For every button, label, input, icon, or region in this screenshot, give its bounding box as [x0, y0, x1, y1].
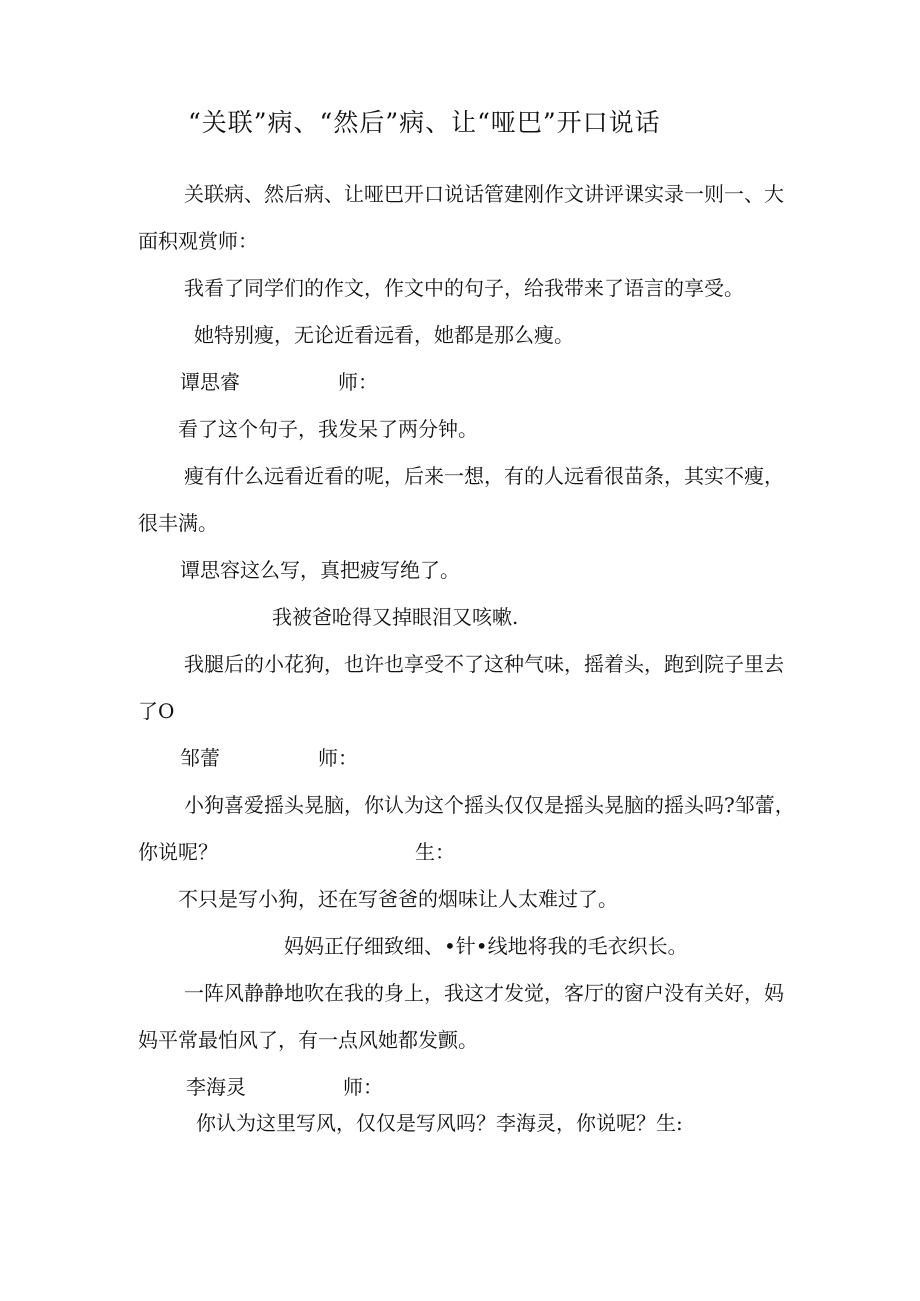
paragraph-line-3: 我看了同学们的作文，作文中的句子，给我带来了语言的享受。	[184, 276, 744, 300]
paragraph-line-15: 你说呢？	[138, 840, 218, 864]
paragraph-line-12: 了O	[138, 699, 175, 723]
paragraph-line-16: 不只是写小狗，还在写爸爸的烟味让人太难过了。	[178, 887, 618, 911]
teacher-label: 师：	[343, 1075, 383, 1099]
paragraph-line-1: 关联病、然后病、让哑巴开口说话管建刚作文讲评课实录一则一、大	[184, 182, 784, 206]
student-name-li-hailing: 李海灵	[186, 1075, 246, 1099]
paragraph-line-7: 瘦有什么远看近看的呢，后来一想，有的人远看很苗条，其实不瘦，	[184, 464, 784, 488]
teacher-label: 师：	[318, 746, 358, 770]
paragraph-line-9: 谭思容这么写，真把疲写绝了。	[180, 558, 460, 582]
teacher-label: 师：	[338, 370, 378, 394]
paragraph-line-19: 妈平常最怕风了，有一点风她都发颤。	[138, 1028, 478, 1052]
paragraph-line-11: 我腿后的小花狗，也许也享受不了这种气味，摇着头，跑到院子里去	[184, 652, 784, 676]
student-name-zou-lei: 邹蕾	[180, 746, 220, 770]
paragraph-line-21: 你认为这里写风，仅仅是写风吗？李海灵，你说呢？生:	[196, 1111, 683, 1135]
paragraph-line-17: 妈妈正仔细致细、•针•线地将我的毛衣织长。	[284, 934, 688, 958]
paragraph-line-14: 小狗喜爱摇头晃脑，你认为这个摇头仅仅是摇头晃脑的摇头吗?邹蕾，	[184, 793, 795, 817]
student-label: 生：	[415, 840, 455, 864]
paragraph-line-8: 很丰满。	[138, 511, 218, 535]
paragraph-line-10: 我被爸呛得又掉眼泪又咳嗽.	[272, 605, 519, 629]
paragraph-line-18: 一阵风静静地吹在我的身上，我这才发觉，客厅的窗户没有关好，妈	[184, 981, 784, 1005]
paragraph-line-6: 看了这个句子，我发呆了两分钟。	[178, 417, 478, 441]
paragraph-line-4: 她特别瘦，无论近看远看，她都是那么瘦。	[194, 323, 574, 347]
document-title: “关联”病、“然后”病、让“哑巴”开口说话	[188, 108, 661, 137]
paragraph-line-2: 面积观赏师：	[138, 229, 258, 253]
student-name-tan-sirui: 谭思睿	[180, 370, 240, 394]
